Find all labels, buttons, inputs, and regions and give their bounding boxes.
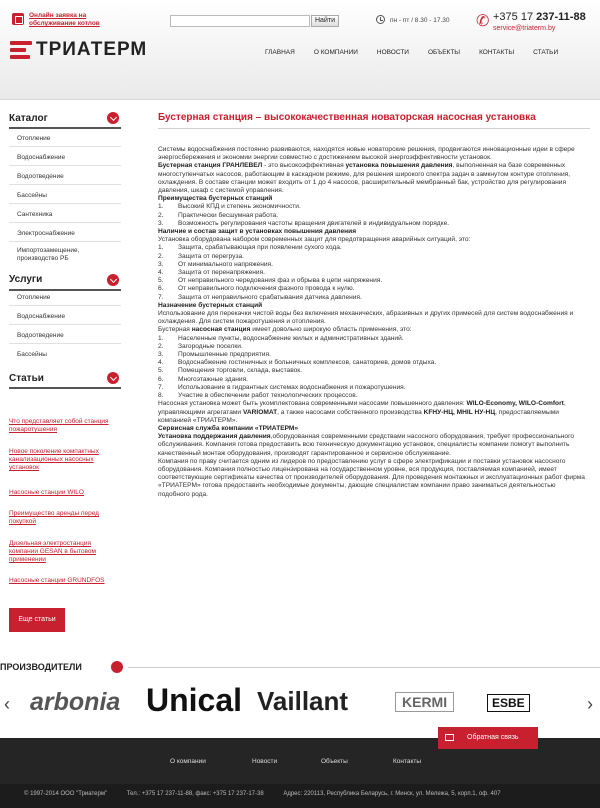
text: - это высокоэффективная xyxy=(262,162,346,170)
list-item-text: Защита от перенапряжения. xyxy=(178,269,265,277)
email-link[interactable]: service@triaterm.by xyxy=(493,25,556,32)
list-item-text: Промышленные предприятия. xyxy=(178,351,271,359)
divider xyxy=(9,387,121,389)
article-link[interactable]: Насосные станции WILO xyxy=(9,489,84,496)
divider xyxy=(9,343,121,344)
bold-text: KFHУ-НЦ, MHIL HУ-НЦ xyxy=(423,408,496,416)
copyright: © 1997-2014 ООО "Триатерм" xyxy=(24,791,108,797)
article-link[interactable]: Что представляет собой станция пожаротушения xyxy=(9,418,109,433)
main-nav xyxy=(265,49,577,59)
nav-contacts[interactable]: КОНТАКТЫ xyxy=(479,49,515,56)
bold-text: Установка поддержания давления xyxy=(158,433,271,441)
list-item-text: Высокий КПД и степень экономичности. xyxy=(178,203,301,211)
sidebar-item-pools[interactable]: Бассейны xyxy=(17,192,47,199)
order-service-link[interactable]: Онлайн заявка на обслуживание котлов xyxy=(29,12,100,27)
list-item-text: От неправильного подключения фазного провода к нулю. xyxy=(178,285,355,293)
list-item: 1. Населенные пункты, водоснабжение жилых и административных зданий. xyxy=(158,334,404,342)
divider xyxy=(9,324,121,325)
text: , предоставляемыми компанией «ТРИАТЕРМ». xyxy=(158,408,559,424)
text: , выполненная на базе современных многоступенчатых насосов, работающим в каскадном режиме, для решения широкого спектра задач в замкнутом контуре отопления, охлаждения. В составе станции может входить от 1 до 4 насосов, расширительный мембранный бак, устройство для регулирования давления, шкаф с системой управления. xyxy=(158,162,571,195)
sidebar-item-electricity[interactable]: Электроснабжение xyxy=(17,230,75,237)
catalog-title: Каталог xyxy=(9,113,48,124)
divider xyxy=(9,289,121,291)
mail-icon xyxy=(445,734,454,741)
paragraph: Установка оборудована набором современных защит для предотвращения аварийных ситуаций, это: xyxy=(158,236,471,244)
list-item-text: Помещения торговли, склада, выставок. xyxy=(178,367,303,375)
brand-logo-vaillant[interactable]: Vaillant xyxy=(257,686,349,716)
text: ,оборудованная современными средствами насосного оборудования, требует профессионального обслуживания. Компания готова предоставить всю техническую документацию установок, специалисты компании помогут выполнить качественный монтаж оборудования, производят гарантированное и сервисное обслуживание. xyxy=(158,433,575,457)
paragraph: Компания по праву считается одним из лидеров по предоставлению услуг в сфере электрификации и поставки установок насосного оборудования. Компания полностью лицензирована на государственном уровне, вся продукция, поставляемая компанией, имеет соответствующие сертификаты качества от производителей оборудования. Для проведения монтажных и эксплуатационных работ фирма «ТРИАТЕРМ» готова предоставить необходимые документы, дающие специалистам компании право заниматься деятельностью подобного рода. xyxy=(158,457,585,498)
services-title: Услуги xyxy=(9,274,43,285)
brand-logo-esbe[interactable]: ESBE xyxy=(487,694,530,712)
service-drainage[interactable]: Водоотведение xyxy=(17,332,64,339)
divider xyxy=(128,667,600,668)
list-item: 2. Защита от перегруза. xyxy=(158,252,244,260)
footer xyxy=(0,784,600,808)
intro-paragraph: Системы водоснабжения постоянно развиваются, находятся новые новаторские решения, продвигаются инновационные идеи в сфере энергосбережения и экономии энергии совместно с достижением высокой энергоэффективности установок. xyxy=(158,146,575,162)
paragraph xyxy=(158,433,588,458)
list-item: 5. От неправильного чередования фаз и обрыва в цепи напряжения. xyxy=(158,277,383,285)
producers-toggle-icon[interactable] xyxy=(111,661,123,673)
sidebar-item-plumbing[interactable]: Сантехника xyxy=(17,211,53,218)
bold-text: VARIOMAT xyxy=(242,408,278,416)
brand-logo-unical[interactable]: Unical xyxy=(146,682,243,718)
divider xyxy=(9,203,121,204)
catalog-toggle-icon[interactable] xyxy=(107,112,119,124)
text: Бустерная xyxy=(158,326,192,334)
list-item: 7. Использование в гидрантных системах водоснабжения и пожаротушения. xyxy=(158,383,406,391)
service-water-supply[interactable]: Водоснабжение xyxy=(17,313,66,320)
list-item: 6. Многоэтажные здания. xyxy=(158,375,248,383)
nav-news[interactable]: НОВОСТИ xyxy=(376,49,409,56)
footer-nav-contacts[interactable]: Контакты xyxy=(393,758,422,765)
phone-icon: ✆ xyxy=(476,13,490,30)
sidebar-item-import[interactable]: Импортозамещение, производство РБ xyxy=(17,247,80,262)
search-input[interactable] xyxy=(170,15,310,27)
bold-text: WILO-Economy, WILO-Comfort xyxy=(466,400,564,408)
bold-text: насосная станция xyxy=(191,326,251,334)
phone-main: 237-11-88 xyxy=(536,11,586,23)
list-item: 6. От неправильного подключения фазного провода к нулю. xyxy=(158,285,355,293)
text: , а также насосами собственного производства xyxy=(277,408,424,416)
clock-icon xyxy=(376,15,385,24)
text: имеет довольно широкую область применения, это: xyxy=(250,326,412,334)
list-item-text: От неправильного чередования фаз и обрыва в цепи напряжения. xyxy=(178,277,383,285)
footer-nav-objects[interactable]: Объекты xyxy=(321,758,348,765)
list-item-text: Многоэтажные здания. xyxy=(178,375,248,383)
brand-logo-arbonia[interactable]: arbonia xyxy=(30,688,121,716)
paragraph xyxy=(158,162,588,195)
page-title: Бустерная станция – высококачественная новаторская насосная установка xyxy=(158,112,536,123)
chevron-left-icon[interactable]: ‹ xyxy=(4,694,10,714)
list-item-text: Защита от неправильного срабатывания датчика давления. xyxy=(178,293,362,301)
paragraph xyxy=(158,326,588,334)
list-item: 3. Промышленные предприятия. xyxy=(158,351,271,359)
footer-nav-news[interactable]: Новости xyxy=(252,758,278,765)
article-link[interactable]: Насосные станции GRUNDFOS xyxy=(9,577,105,584)
list-item: 4. Водоснабжение гостиничных и больничных комплексов, санаториев, домов отдыха. xyxy=(158,359,437,367)
list-item: 1. Защита, срабатывающая при появлении сухого хода. xyxy=(158,244,342,252)
sidebar-item-water-supply[interactable]: Водоснабжение xyxy=(17,154,66,161)
list-item-text: Использование в гидрантных системах водоснабжения и пожаротушения. xyxy=(178,383,406,391)
divider xyxy=(9,222,121,223)
article-link[interactable]: Дизельная электростанция компании GESAN в бытовом применении xyxy=(9,540,96,563)
list-item: 3. От минимального напряжения. xyxy=(158,260,273,268)
articles-title: Статьи xyxy=(9,373,44,384)
logo-mark-icon xyxy=(10,41,32,59)
bold-text: установка повышения давления xyxy=(345,162,453,170)
site-header xyxy=(0,0,600,100)
service-pools[interactable]: Бассейны xyxy=(17,351,47,358)
section-heading: Преимущества бустерных станций xyxy=(158,195,273,203)
list-item: 3. Возможность регулирования частоты вращения двигателей в индивидуальном порядке. xyxy=(158,219,450,227)
divider xyxy=(9,146,121,147)
text: , управляющими агрегатами xyxy=(158,400,566,416)
list-item-text: Участие в обеспечении работ технологических процессов. xyxy=(178,392,358,400)
services-toggle-icon[interactable] xyxy=(107,274,119,286)
chevron-right-icon[interactable]: › xyxy=(587,694,593,714)
list-item: 5. Помещения торговли, склада, выставок. xyxy=(158,367,303,375)
list-item-text: От минимального напряжения. xyxy=(178,260,273,268)
callback-label: Обратная связь xyxy=(467,734,519,741)
producers-title: ПРОИЗВОДИТЕЛИ xyxy=(0,662,82,672)
list-item: 4. Защита от перенапряжения. xyxy=(158,269,265,277)
callback-button[interactable] xyxy=(438,727,538,749)
bold-text: Бустерная станция ГРАНЛЕВЕЛ xyxy=(158,162,263,170)
list-item-text: Населенные пункты, водоснабжение жилых и административных зданий. xyxy=(178,334,404,342)
phone-number[interactable] xyxy=(493,11,586,23)
nav-home[interactable]: ГЛАВНАЯ xyxy=(265,49,295,56)
list-item-text: Загородные поселки. xyxy=(178,342,243,350)
nav-articles[interactable]: СТАТЬИ xyxy=(533,49,559,56)
list-item-text: Практически бесшумная работа. xyxy=(178,211,279,219)
paragraph: Использование для перекачки чистой воды без включения механических, абразивных и других примесей для систем водоснабжения и охлаждения. Для систем пожаротушения и отопления. xyxy=(158,310,574,326)
footer-nav-about[interactable]: О компании xyxy=(170,758,206,765)
divider xyxy=(158,128,590,129)
section-heading: Сервисная служба компании «ТРИАТЕРМ» xyxy=(158,424,299,432)
footer-address: Адрес: 220113, Республика Беларусь, г. Минск, ул. Мележа, 5, корп.1, оф. 407 xyxy=(283,791,501,797)
brand-carousel xyxy=(0,680,600,728)
list-item-text: Защита от перегруза. xyxy=(178,252,244,260)
producers-header xyxy=(0,658,600,678)
sidebar-item-drainage[interactable]: Водоотведение xyxy=(17,173,64,180)
divider xyxy=(9,305,121,306)
list-item: 8. Участие в обеспечении работ технологических процессов. xyxy=(158,392,358,400)
section-heading: Назначение бустерных станций xyxy=(158,301,263,309)
list-item: 2. Практически бесшумная работа. xyxy=(158,211,279,219)
article-link[interactable]: Преимущество аренды перед покупкой xyxy=(9,510,99,525)
list-item: 7. Защита от неправильного срабатывания датчика давления. xyxy=(158,293,362,301)
divider xyxy=(9,184,121,185)
paragraph xyxy=(158,400,588,425)
service-heating[interactable]: Отопление xyxy=(17,294,51,301)
list-item-text: Защита, срабатывающая при появлении сухого хода. xyxy=(178,244,342,252)
footer-phone: Тел.: +375 17 237-11-88, факс: +375 17 237-17-38 xyxy=(126,791,264,797)
divider xyxy=(9,165,121,166)
logo-text: ТРИАТЕРМ xyxy=(36,39,148,60)
brand-logo-kermi[interactable]: KERMI xyxy=(395,692,454,712)
list-item: 1. Высокий КПД и степень экономичности. xyxy=(158,203,301,211)
list-item-text: Водоснабжение гостиничных и больничных комплексов, санаториев, домов отдыха. xyxy=(178,359,437,367)
order-icon xyxy=(12,13,24,25)
more-articles-button[interactable]: Еще статьи xyxy=(9,608,65,632)
list-item-text: Возможность регулирования частоты вращения двигателей в индивидуальном порядке. xyxy=(178,219,450,227)
sidebar-item-heating[interactable]: Отопление xyxy=(17,135,51,142)
divider xyxy=(9,127,121,129)
articles-toggle-icon[interactable] xyxy=(107,372,119,384)
article-body xyxy=(158,146,588,499)
nav-about[interactable]: О КОМПАНИИ xyxy=(313,49,358,56)
text: Насосная установка может быть укомплектована современными насосами повышенного давления: xyxy=(158,400,467,408)
working-hours: пн - пт / 8.30 - 17.30 xyxy=(390,17,450,24)
article-link[interactable]: Новое поколение компактных канализационных насосных установок xyxy=(9,448,99,471)
site-logo[interactable] xyxy=(10,40,170,60)
search-button[interactable]: Найти xyxy=(311,15,339,27)
divider xyxy=(9,241,121,242)
phone-prefix: +375 17 xyxy=(493,11,534,23)
nav-objects[interactable]: ОБЪЕКТЫ xyxy=(427,49,461,56)
section-heading: Наличие и состав защит в установках повышения давления xyxy=(158,228,357,236)
list-item: 2. Загородные поселки. xyxy=(158,342,243,350)
